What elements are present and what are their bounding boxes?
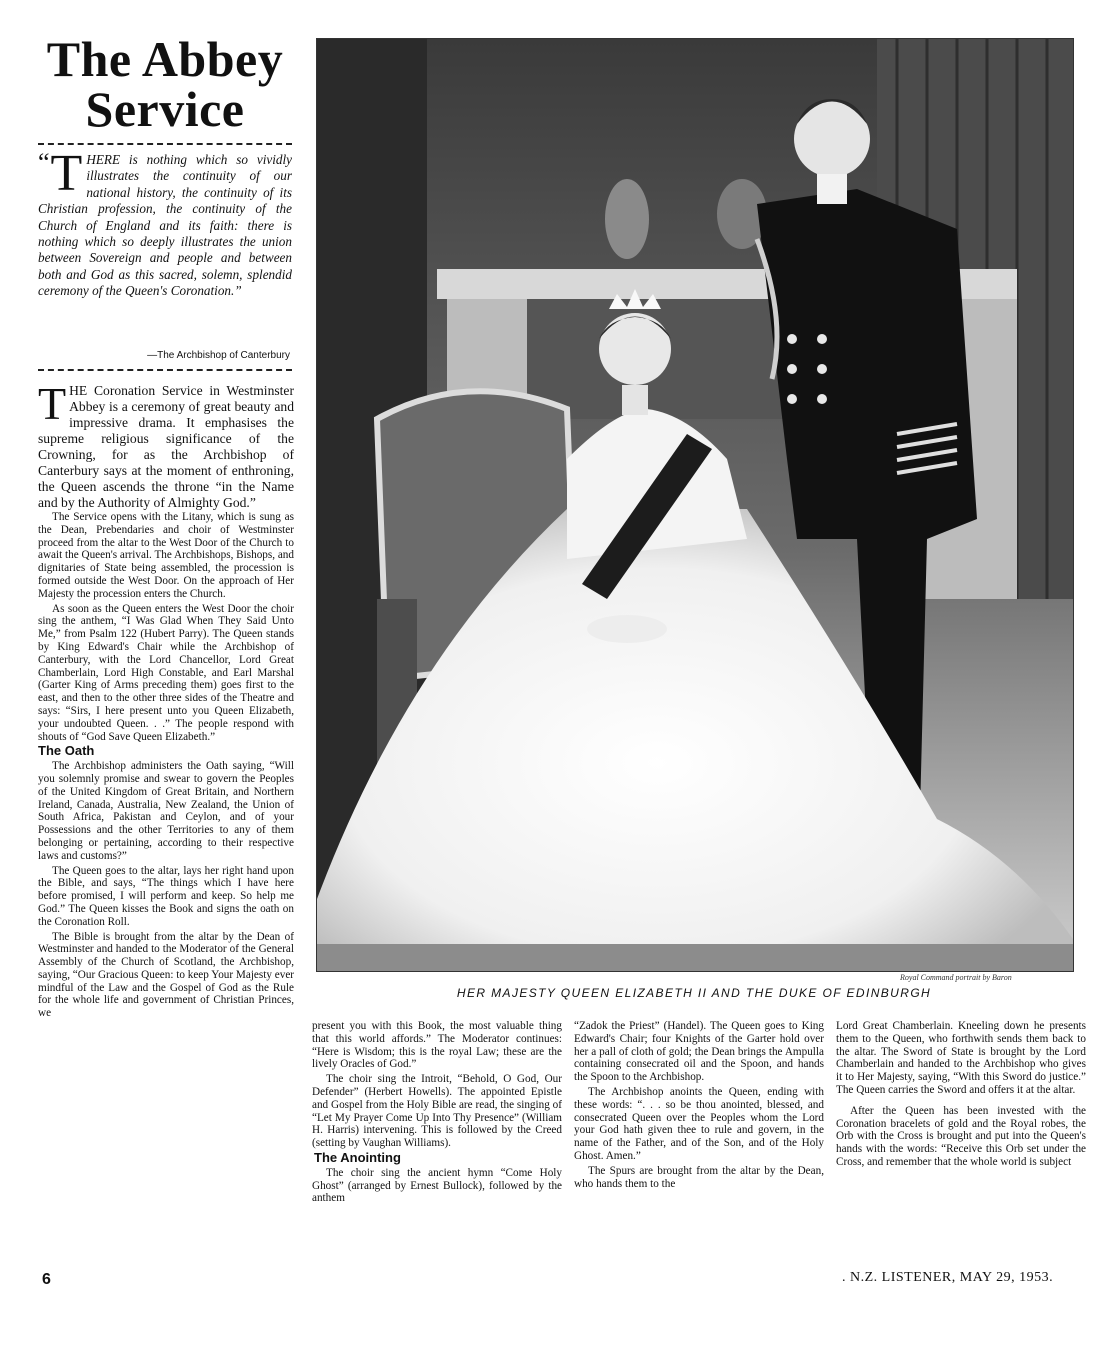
body-paragraph: The Archbishop administers the Oath saying, “Will you solemnly promise and swear to govern the Peoples of the United Kingdom of Great Britain, and Northern Ireland, Canada, Australia, New Zealand, the Union of South Africa, Pakistan and Ceylon, and of your Possessions and the other Territories to any of them belonging or pertaining, according to their respective laws and customs?” (38, 760, 294, 862)
oath-heading: The Oath (38, 743, 95, 759)
page-number: 6 (42, 1271, 51, 1288)
article-column-4 (836, 1020, 1086, 1171)
article-column-2 (312, 1020, 562, 1207)
body-paragraph: The Service opens with the Litany, which is sung as the Dean, Prebendaries and choir of Westminster proceed from the altar to the West Door of the Church to await the Queen's arrival. The Archbishops, Bishops, and dignitaries of State being assembled, the procession is formed outside the West Door. On the approach of Her Majesty the procession enters the Church. (38, 511, 294, 600)
body-paragraph: As soon as the Queen enters the West Door the choir sing the anthem, “I Was Glad When They Said Unto Me,” from Psalm 122 (Hubert Parry). The Queen stands by King Edward's Chair while the Archbishop of Canterbury, with the Lord Chancellor, Lord Great Chamberlain, Lord High Constable, and Earl Marshal (Garter King of Arms preceding them) goes first to the east, and then to the other three sides of the Theatre and says: “Sirs, I here present unto you Queen Elizabeth, your undoubted Queen. . .” The people respond with shouts of “God Save Queen Elizabeth.” (38, 602, 294, 743)
portrait-illustration (317, 39, 1073, 971)
article-column-3 (574, 1020, 824, 1192)
body-paragraph: Lord Great Chamberlain. Kneeling down he presents them to the Queen, who forthwith sends them back to the altar. The Sword of State is brought by the Lord Chamberlain and handed to the Archbishop who gives it to Her Majesty, saying, “With this Sword do justice.” The Queen carries the Sword and offers it at the altar. (836, 1020, 1086, 1096)
anointing-heading: The Anointing (314, 1149, 401, 1165)
body-paragraph: “Zadok the Priest” (Handel). The Queen goes to King Edward's Chair; four Knights of the Garter hold over her a pall of cloth of gold; the Dean brings the Ampulla containing consecrated oil and the Spoon, and hands the Spoon to the Archbishop. (574, 1020, 824, 1084)
body-paragraph: The choir sing the ancient hymn “Come Holy Ghost” (arranged by Ernest Bullock), followed by the anthem (312, 1166, 562, 1205)
royal-portrait-photo (316, 38, 1074, 972)
article-column-1 (38, 378, 295, 1022)
quote-open-mark: “ (38, 148, 50, 177)
body-paragraph: The choir sing the Introit, “Behold, O God, Our Defender” (Herbert Howells). The appointed Epistle and Gospel from the Holy Bible are read, the singing of “Let My Prayer Come Up Into Thy Presence” (William H. Harris) intervening. This is followed by the Creed (setting by Vaughan Williams). (312, 1073, 562, 1150)
article-title: The Abbey Service (46, 31, 284, 137)
body-paragraph: After the Queen has been invested with the Coronation bracelets of gold and the Royal robes, the Orb with the Cross is brought and put into the Queen's hands with the words: “Receive this Orb set under the Cross, and remember that the whole world is subject (836, 1104, 1086, 1168)
body-paragraph: The Archbishop anoints the Queen, ending with these words: “. . . so be thou anointed, blessed, and consecrated Queen over the Peoples whom the Lord your God hath given thee to rule and govern, in the name of the Father, and of the Son, and of the Holy Ghost. Amen.” (574, 1085, 824, 1162)
lead-drop-cap: T (38, 378, 67, 429)
quote-bottom-divider (38, 369, 292, 371)
body-paragraph: The Queen goes to the altar, lays her right hand upon the Bible, and says, “The things which I have here before promised, I will perform and keep. So help me God.” The Queen kisses the Book and signs the oath on the Coronation Roll. (38, 864, 294, 928)
archbishop-quote (38, 145, 292, 300)
photo-credit: Royal Command portrait by Baron (900, 973, 1012, 982)
body-paragraph: The Spurs are brought from the altar by the Dean, who hands them to the (574, 1164, 824, 1190)
publication-footer: . N.Z. LISTENER, MAY 29, 1953. (842, 1270, 1054, 1285)
photo-caption: HER MAJESTY QUEEN ELIZABETH II AND THE DUKE OF EDINBURGH (456, 986, 932, 1000)
body-paragraph: present you with this Book, the most valuable thing that this world affords.” The Moderator continues: “Here is Wisdom; this is the royal Law; these are the lively Oracles of God.” (312, 1020, 562, 1071)
body-paragraph: The Bible is brought from the altar by the Dean of Westminster and handed to the Moderator of the General Assembly of the Church of Scotland, the Archbishop, saying, “Our Gracious Queen: to keep Your Majesty ever mindful of the Law and the Gospel of God as the Rule for the whole life and government of Christian Princes, we (38, 930, 295, 1020)
quote-text: HERE is nothing which so vividly illustrates the continuity of our national history, the continuity of its Christian profession, the continuity of the Church of England and its faith: there is nothing which so deeply illustrates the union between Sovereign and people and between both and God as this sacred, solemn, splendid ceremony of the Queen's Coronation.” (38, 152, 292, 299)
lead-paragraph (38, 378, 294, 511)
lead-text: HE Coronation Service in Westminster Abbey is a ceremony of great beauty and impressive drama. It emphasises the supreme religious significance of the Crowning, for as the Archbishop of Canterbury says at the moment of enthroning, the Queen ascends the throne “in the Name and by the Authority of Almighty God.” (38, 383, 294, 510)
quote-attribution: —The Archbishop of Canterbury (147, 350, 290, 361)
quote-drop-cap: T (50, 145, 83, 202)
